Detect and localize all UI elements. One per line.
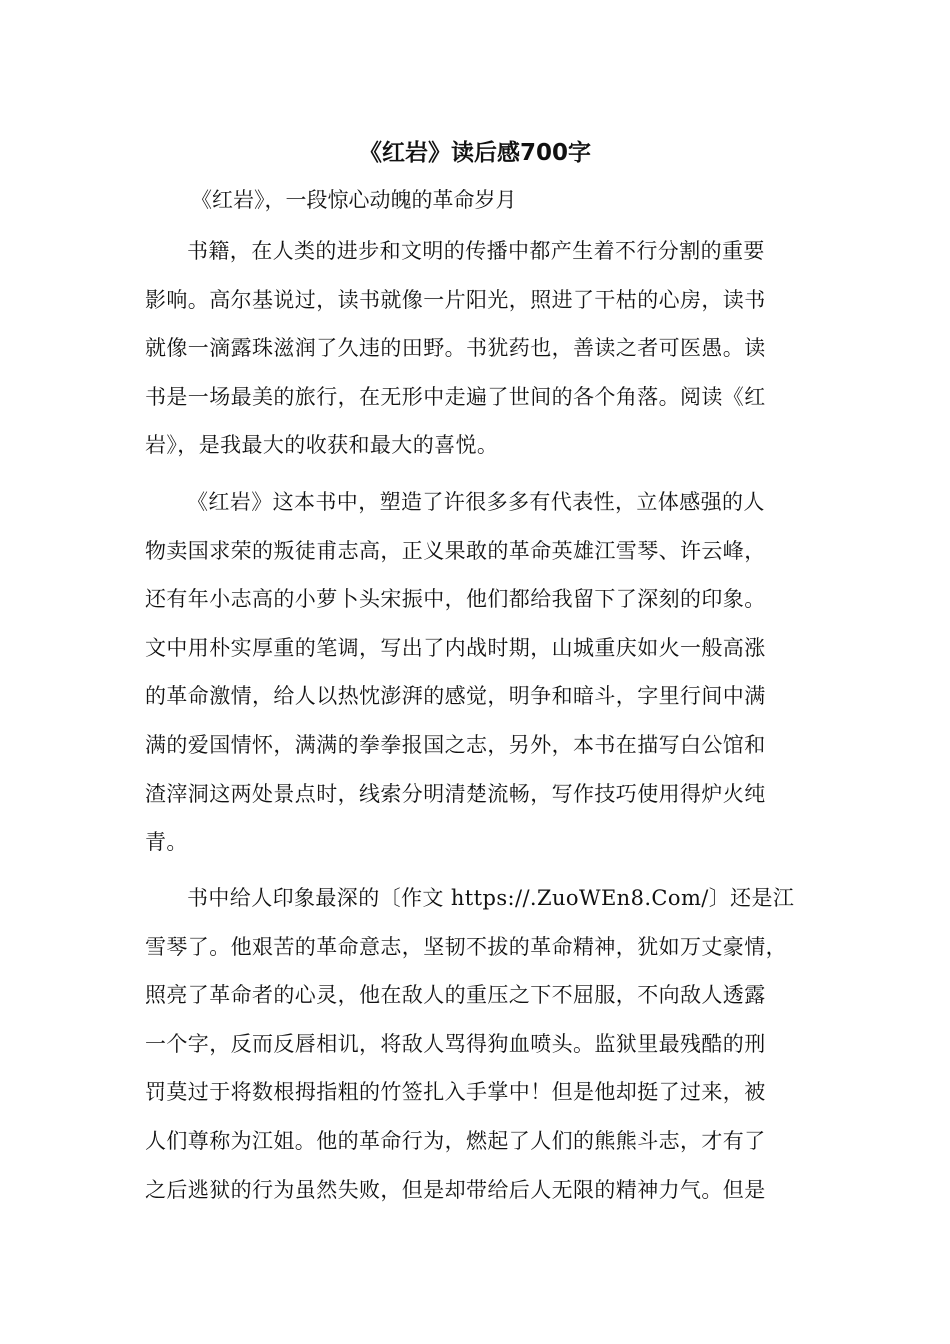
paragraph-line: 雪琴了。他艰苦的革命意志，坚韧不拔的革命精神，犹如万丈豪情，: [145, 934, 787, 959]
paragraph-line: 《红岩》这本书中，塑造了许很多多有代表性，立体感强的人: [187, 490, 765, 514]
paragraph-line: 渣滓洞这两处景点时，线索分明清楚流畅，写作技巧使用得炉火纯: [145, 781, 766, 806]
paragraph-line: 物卖国求荣的叛徒甫志高，正义果敢的革命英雄江雪琴、许云峰，: [145, 538, 766, 563]
paragraph-line: 罚莫过于将数根拇指粗的竹签扎入手掌中！但是他却挺了过来，被: [145, 1080, 766, 1105]
paragraph-line: 书籍，在人类的进步和文明的传播中都产生着不行分割的重要: [187, 239, 765, 263]
paragraph-1: [145, 234, 835, 477]
paragraph-line: 书是一场最美的旅行，在无形中走遍了世间的各个角落。阅读《红: [145, 384, 766, 409]
paragraph-line: 书中给人印象最深的〔作文 https://.ZuoWEn8.Com/〕还是江: [187, 886, 795, 910]
paragraph-line: 影响。高尔基说过，读书就像一片阳光，照进了干枯的心房，读书: [145, 287, 766, 312]
paragraph-line: 就像一滴露珠滋润了久违的田野。书犹药也，善读之者可医愚。读: [145, 336, 766, 361]
paragraph-2: [145, 485, 835, 874]
paragraph-line: 之后逃狱的行为虽然失败，但是却带给后人无限的精神力气。但是: [145, 1177, 766, 1202]
paragraph-3: [145, 881, 835, 1221]
paragraph-line: 满的爱国情怀，满满的拳拳报国之志，另外，本书在描写白公馆和: [145, 732, 766, 757]
paragraph-line: 青。: [145, 830, 188, 855]
document-title: 《红岩》读后感700字: [358, 140, 591, 166]
paragraph-line: 岩》，是我最大的收获和最大的喜悦。: [145, 433, 499, 458]
document-subtitle: 《红岩》，一段惊心动魄的革命岁月: [191, 188, 517, 212]
paragraph-line: 照亮了革命者的心灵，他在敌人的重压之下不屈服，不向敌人透露: [145, 983, 766, 1008]
paragraph-line: 文中用朴实厚重的笔调，写出了内战时期，山城重庆如火一般高涨: [145, 635, 766, 660]
paragraph-line: 的革命激情，给人以热忱澎湃的感觉，明争和暗斗，字里行间中满: [145, 684, 766, 709]
paragraph-line: 一个字，反而反唇相讥，将敌人骂得狗血喷头。监狱里最残酷的刑: [145, 1031, 766, 1056]
paragraph-line: 人们尊称为江姐。他的革命行为，燃起了人们的熊熊斗志，才有了: [145, 1128, 766, 1153]
paragraph-line: 还有年小志高的小萝卜头宋振中，他们都给我留下了深刻的印象。: [145, 587, 766, 612]
